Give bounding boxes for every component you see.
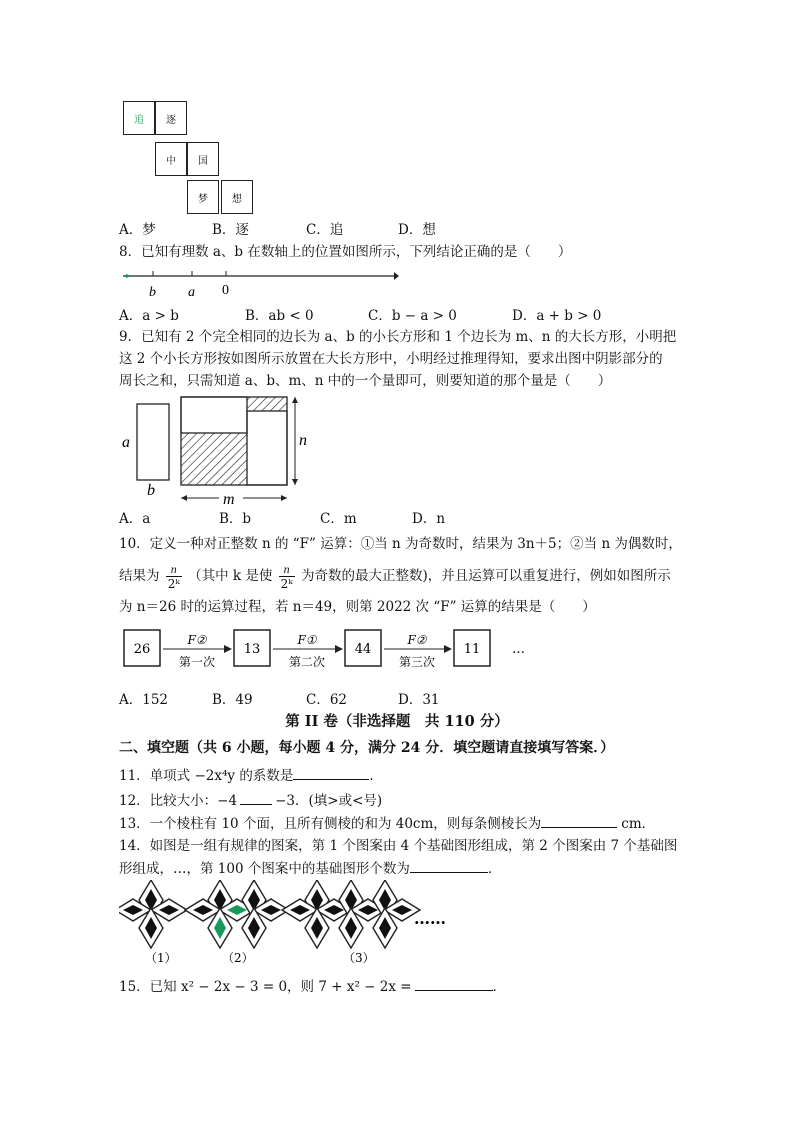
flow-box-1-text: 26	[133, 642, 151, 657]
q10-line-3: 为 n＝26 时的运算过程，若 n＝49，则第 2022 次 “F” 运算的结果是（ ）	[119, 599, 596, 615]
q14-line-2	[119, 858, 501, 879]
q10-option-d: D．31	[398, 692, 440, 708]
q10-option-c: C．62	[306, 692, 348, 708]
q15	[119, 976, 506, 997]
diamond-pattern-figure	[119, 880, 469, 966]
q10-line-2	[119, 560, 671, 592]
pattern-label-2: （2）	[222, 951, 254, 965]
flow-box-4-text: 11	[463, 642, 481, 657]
q13-answer-blank[interactable]	[541, 813, 617, 828]
q9-option-c: C．m	[320, 511, 357, 527]
part-2-title: 第 II 卷（非选择题 共 110 分）	[285, 713, 509, 730]
q8-option-d: D．a + b > 0	[512, 308, 602, 324]
q8-option-a: A．a > b	[119, 308, 179, 324]
number-line-start-dot	[125, 274, 129, 278]
pattern-dots: ……	[414, 909, 446, 928]
rectangles-figure	[119, 392, 309, 508]
flow-step-1: 第一次	[178, 655, 216, 669]
q7-option-c: C．追	[306, 222, 344, 238]
q9-line-1: 9．已知有 2 个完全相同的边长为 a、b 的小长方形和 1 个边长为 m、n 的大长方形，小明把	[119, 329, 677, 345]
q10-option-b: B．49	[212, 692, 253, 708]
q7-option-b: B．逐	[212, 222, 249, 238]
q11-text: 11．单项式 −2x⁴y 的系数是	[119, 768, 294, 784]
q11-answer-blank[interactable]	[293, 765, 369, 780]
flow-box-3-text: 44	[354, 642, 372, 657]
net-cell-5: 梦	[187, 180, 219, 214]
axis-label-0: 0	[222, 283, 229, 298]
q13-text: 13．一个棱柱有 10 个面，且所有侧棱的和为 40cm，则每条侧棱长为	[119, 816, 542, 832]
horizontal-small-rectangle	[181, 397, 247, 433]
q9-line-3: 周长之和，只需知道 a、b、m、n 中的一个量即可，则要知道的那个量是（ ）	[119, 373, 612, 389]
fill-in-section-heading: 二、填空题（共 6 小题，每小题 4 分，满分 24 分．填空题请直接填写答案．）	[119, 740, 615, 756]
q10-fraction-1	[166, 562, 182, 591]
q15-text: 15．已知 x² − 2x − 3 = 0，则 7 + x² − 2x =	[119, 979, 412, 995]
net-cell-6: 想	[221, 180, 253, 214]
q8-stem: 8．已知有理数 a、b 在数轴上的位置如图所示，下列结论正确的是（ ）	[119, 244, 572, 260]
q10-line-2-part-c: 为奇数的最大正整数)，并且运算可以重复进行，例如如图所示	[300, 568, 671, 584]
q8-option-b: B．ab < 0	[245, 308, 314, 324]
shaded-top-right	[247, 397, 287, 411]
q10-line-2-part-a: 结果为	[119, 568, 160, 584]
q13-unit: cm．	[621, 816, 656, 832]
flow-box-2-text: 13	[243, 642, 261, 657]
q12-answer-blank[interactable]	[240, 790, 272, 805]
q10-line-2-part-b: （其中 k 是使	[188, 568, 273, 584]
axis-label-b: b	[149, 285, 156, 298]
shaded-bottom-left	[181, 433, 247, 485]
flow-op-3: F②	[407, 633, 427, 647]
flow-op-2: F①	[297, 633, 317, 647]
q13	[119, 813, 655, 834]
q10-frac-2-num: n	[279, 562, 295, 577]
axis-label-a: a	[188, 285, 195, 298]
q10-frac-1-den: 2ᵏ	[167, 577, 180, 591]
q15-answer-blank[interactable]	[415, 976, 493, 991]
q9-line-2: 这 2 个小长方形按如图所示放置在大长方形中，小明经过推理得知，要求出图中阴影部分的	[119, 351, 663, 367]
q10-option-a: A．152	[119, 692, 169, 708]
flow-step-3: 第三次	[398, 655, 436, 669]
vertical-small-rectangle	[247, 411, 287, 485]
q10-frac-2-den: 2ᵏ	[280, 577, 293, 591]
label-a: a	[122, 434, 130, 451]
net-cell-4: 国	[187, 142, 219, 176]
flow-ellipsis: …	[512, 642, 525, 657]
q8-option-c: C．b − a > 0	[368, 308, 457, 324]
number-line-arrow	[394, 272, 399, 280]
q10-line-1: 10．定义一种对正整数 n 的 “F” 运算：①当 n 为奇数时，结果为 3n＋5；②当 n 为偶数时，	[119, 536, 682, 552]
q12	[119, 790, 382, 811]
q14-answer-blank[interactable]	[410, 858, 488, 873]
q9-option-a: A．a	[119, 511, 151, 527]
q12-text: 12．比较大小：−4	[119, 793, 238, 809]
net-cell-3: 中	[155, 142, 187, 176]
q14-line-1: 14．如图是一组有规律的图案，第 1 个图案由 4 个基础图形组成，第 2 个图案由 7 个基础图	[119, 838, 678, 854]
label-b: b	[147, 482, 155, 499]
q9-option-d: D．n	[412, 511, 446, 527]
pattern-label-1: （1）	[145, 951, 177, 965]
q11	[119, 765, 383, 786]
label-m: m	[223, 491, 235, 508]
q15-end: ．	[492, 979, 507, 995]
q9-option-b: B．b	[219, 511, 252, 527]
q10-frac-1-num: n	[166, 562, 182, 577]
number-line-figure	[119, 266, 399, 298]
q11-end: ．	[369, 768, 383, 784]
q14-line-2-text: 形组成，…，第 100 个图案中的基础图形个数为	[119, 861, 410, 877]
net-cell-1: 追	[123, 101, 155, 135]
q7-option-a: A．梦	[119, 222, 156, 238]
q7-option-d: D．想	[398, 222, 436, 238]
pattern-label-3: （3）	[343, 951, 375, 965]
label-n: n	[299, 432, 307, 449]
small-rectangle	[137, 404, 169, 480]
q14-end: ．	[487, 861, 502, 877]
f-operation-flow	[119, 624, 539, 682]
q10-fraction-2	[279, 562, 295, 591]
q12-text-end: −3．(填>或<号)	[275, 793, 383, 809]
net-cell-2: 逐	[155, 101, 187, 135]
flow-op-1: F②	[187, 633, 207, 647]
flow-step-2: 第二次	[288, 655, 326, 669]
